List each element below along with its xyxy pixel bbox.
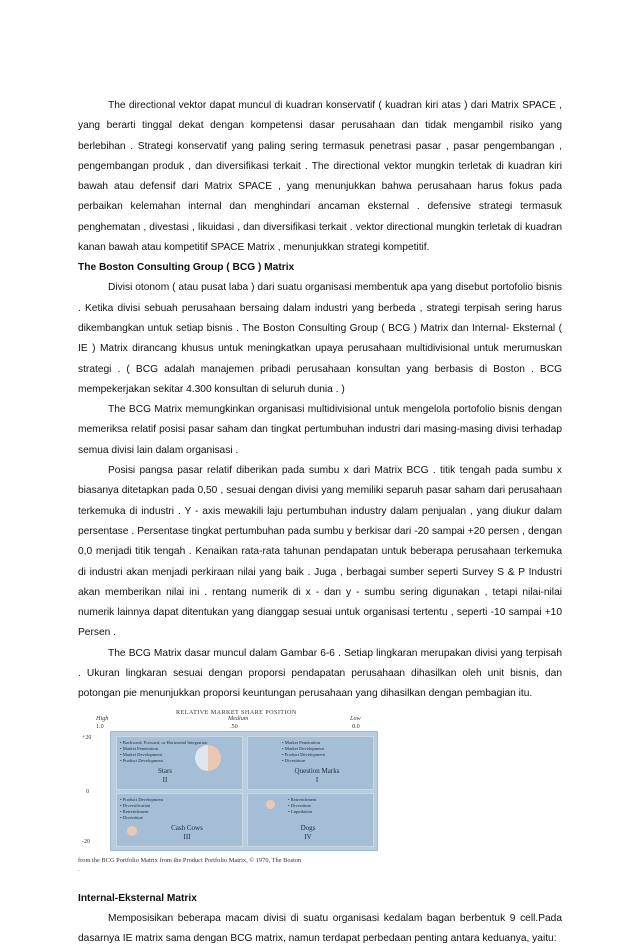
cash-cows-item: • Divestiture — [120, 814, 144, 820]
bcg-paragraph-3: Posisi pangsa pasar relatif diberikan pada sumbu x dari Matrix BCG . titik tengah pada sumbu x biasanya ditetapkan pada 0,50 , sesuai dengan divisi yang memiliki separuh pasar saham dari perusahaan terkemuka di industri . Y - axis mewakili laju pertumbuhan industry dalam penjualan , yang diukur dalam persentase . Persentase tingkat pertumbuhan pada sumbu y berkisar dari -20 sampai +20 persen , dengan 0,0 menjadi titik tengah . Kenaikan rata-rata tahunan pendapatan untuk beberapa perusahaan terkemuka di industri akan menjadi perkiraan nilai yang baik . Juga , berbagai sumber seperti Survey S & P Industri akan memberikan nilai ini . rentang numerik di x - dan y - sumbu sering digunakan , tetapi nilai-nilai numerik lainnya dapat ditentukan yang dianggap sesuai untuk organisasi tertentu , seperti -10 sampai +10 Persen . — [78, 465, 562, 639]
x-label-medium: Medium — [228, 714, 249, 722]
question-marks-item: • Divestiture — [282, 757, 306, 763]
stars-item: • Market Penetration — [120, 745, 159, 751]
division-circle — [195, 745, 221, 771]
x-label-high: High — [96, 714, 109, 722]
figure-caption: from the BCG Portfolio Matrix from the Product Portfolio Matrix, © 1970, The Boston — [78, 856, 302, 864]
bcg-paragraph-1: Divisi otonom ( atau pusat laba ) dari suatu organisasi membentuk apa yang disebut portofolio bisnis . Ketika divisi sebuah perusahaan bersaing dalam industri yang berbeda , strategi terpisah sering harus dikembangkan untuk setiap bisnis . The Boston Consulting Group ( BCG ) Matrix dan Internal- Eksternal ( IE ) Matrix dirancang khusus untuk meningkatkan upaya perusahaan multidivisional untuk merumuskan strategi . ( BCG adalah manajemen pribadi perusahaan konsultan yang berbasis di Boston . BCG mempekerjakan sekitar 4.300 konsultan di seluruh dunia . ) — [78, 282, 562, 395]
cash-cows-item: • Diversification — [120, 802, 151, 808]
x-value-medium: .50 — [230, 722, 238, 730]
question-marks-item: • Market Development — [282, 745, 324, 751]
ie-paragraph: Memposisikan beberapa macam divisi di suatu organisasi kedalam bagan berbentuk 9 cell.Pada dasarnya IE matrix sama dengan BCG matrix, namun terdapat perbedaan penting antara keduanya, yaitu: — [78, 912, 562, 944]
document-page — [78, 96, 562, 949]
y-label-bottom: -20 — [82, 838, 90, 845]
question-marks-quadrant — [247, 736, 374, 790]
y-label-mid: 0 — [86, 788, 89, 795]
bcg-matrix-figure — [78, 709, 562, 879]
stars-quadrant — [116, 736, 243, 790]
dogs-item: • Liquidation — [288, 808, 313, 814]
stars-label: Stars — [158, 766, 172, 775]
cash-cows-quadrant — [116, 793, 243, 847]
stars-item: • Market Development — [120, 751, 162, 757]
question-marks-item: • Product Development — [282, 751, 325, 757]
x-label-low: Low — [350, 714, 361, 722]
ie-heading: Internal-Eksternal Matrix — [78, 892, 197, 904]
bcg-matrix — [110, 731, 378, 851]
dogs-item: • Divestiture — [288, 802, 312, 808]
x-value-low: 0.0 — [352, 722, 360, 730]
bcg-paragraph-2: The BCG Matrix memungkinkan organisasi multidivisional untuk mengelola portofolio bisnis dengan memeriksa relatif posisi pasar saham dan tingkat pertumbuhan industri dari masing-masing divisi terhadap semua divisi lain dalam organisasi . — [78, 404, 562, 456]
stars-item: • Backward, Forward, or Horizontal Integration — [120, 739, 208, 745]
cash-cows-item: • Product Development — [120, 796, 163, 802]
y-label-top: +20 — [82, 734, 92, 741]
bcg-paragraph-4: The BCG Matrix dasar muncul dalam Gambar 6-6 . Setiap lingkaran merupakan divisi yang terpisah . Ukuran lingkaran sesuai dengan proporsi pendapatan perusahaan dihasilkan oleh unit bisnis, dan potongan pie menunjukkan proporsi keuntungan perusahaan yang dihasilkan dengan pembagian itu. — [78, 647, 562, 700]
figure-title: RELATIVE MARKET SHARE POSITION — [176, 708, 297, 716]
x-value-high: 1.0 — [96, 722, 104, 730]
cash-cows-label: Cash Cows — [171, 823, 203, 832]
stars-item: • Product Development — [120, 757, 163, 763]
dogs-quadrant — [247, 793, 374, 847]
division-circle — [266, 800, 275, 809]
dogs-label: Dogs — [300, 823, 316, 832]
dogs-roman: IV — [304, 832, 312, 841]
cash-cows-item: • Retrenchment — [120, 808, 149, 814]
division-circle — [127, 826, 137, 836]
figure-caption-dot: . — [78, 866, 80, 873]
space-paragraph: The directional vektor dapat muncul di kuadran konservatif ( kuadran kiri atas ) dari Matrix SPACE , yang berarti tinggal dekat dengan kompetensi dasar perusahaan dan tidak mengambil risiko yang berlebihan . Strategi konservatif yang paling sering termasuk penetrasi pasar , pasar pengembangan , pengembangan produk , dan diversifikasi terkait . The directional vektor mungkin terletak di kuadran kiri bawah atau defensif dari Matrix SPACE , yang menunjukkan bahwa perusahaan harus fokus pada perbaikan kelemahan internal dan menghindari ancaman eksternal . defensive strategi termasuk penghematan , divestasi , likuidasi , dan diversifikasi terkait . vektor directional mungkin terletak di kuadran kanan bawah atau kompetitif SPACE Matrix , menunjukkan strategi kompetitif. — [78, 100, 562, 254]
dogs-item: • Retrenchment — [288, 796, 317, 802]
question-marks-label: Question Marks — [294, 766, 340, 775]
bcg-heading: The Boston Consulting Group ( BCG ) Matrix — [78, 262, 295, 274]
question-marks-item: • Market Penetration — [282, 739, 321, 745]
question-marks-roman: I — [315, 775, 319, 784]
stars-roman: II — [162, 775, 168, 784]
cash-cows-roman: III — [183, 832, 191, 841]
